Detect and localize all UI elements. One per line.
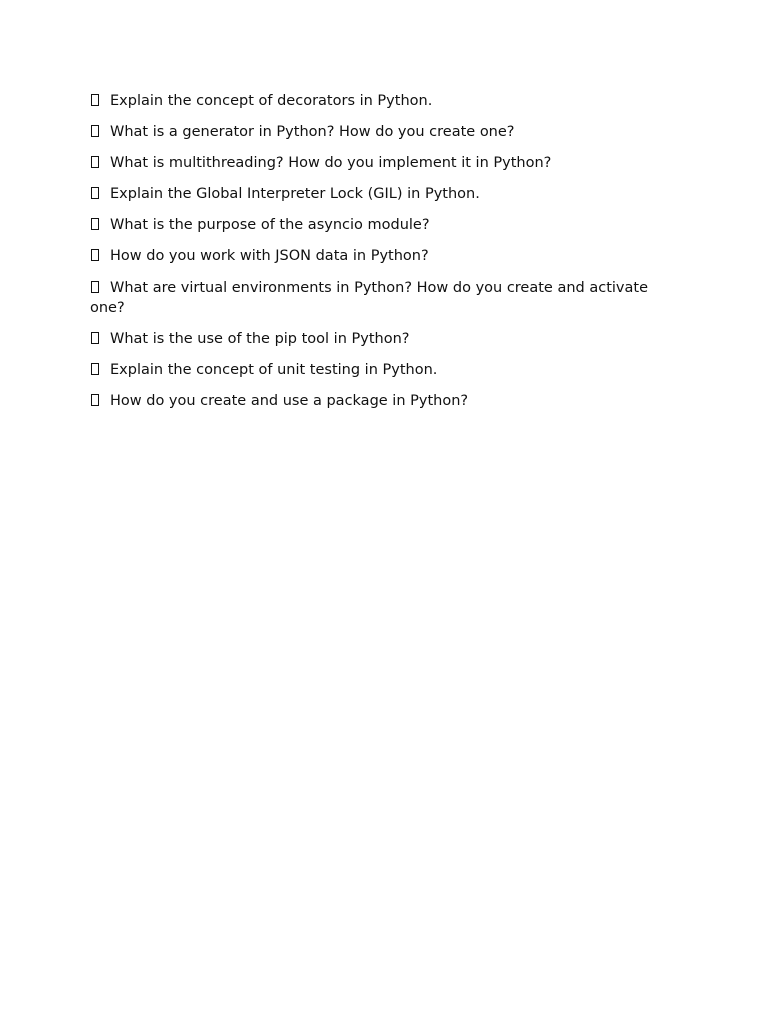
list-item bbox=[90, 278, 680, 319]
list-item bbox=[90, 153, 680, 174]
list-item bbox=[90, 122, 680, 143]
question-text: What is multithreading? How do you implement it in Python? bbox=[110, 155, 552, 172]
question-text: What is the purpose of the asyncio module? bbox=[110, 217, 430, 234]
list-item bbox=[90, 215, 680, 236]
question-list bbox=[90, 91, 680, 422]
missing-glyph-box-icon bbox=[91, 125, 99, 137]
missing-glyph-box-icon bbox=[91, 187, 99, 199]
list-item bbox=[90, 360, 680, 381]
missing-glyph-box-icon bbox=[91, 156, 99, 168]
list-item bbox=[90, 329, 680, 350]
question-text: What is the use of the pip tool in Python? bbox=[110, 331, 410, 348]
question-text: How do you work with JSON data in Python? bbox=[110, 248, 429, 265]
missing-glyph-box-icon bbox=[91, 94, 99, 106]
list-item bbox=[90, 391, 680, 412]
missing-glyph-box-icon bbox=[91, 218, 99, 230]
missing-glyph-box-icon bbox=[91, 332, 99, 344]
question-text: Explain the concept of decorators in Python. bbox=[110, 93, 433, 109]
question-text: What is a generator in Python? How do you create one? bbox=[110, 124, 515, 141]
list-item bbox=[90, 91, 680, 112]
missing-glyph-box-icon bbox=[91, 249, 99, 261]
list-item bbox=[90, 246, 680, 267]
question-text: What are virtual environments in Python? How do you create and activate one? bbox=[90, 279, 648, 317]
missing-glyph-box-icon bbox=[91, 281, 99, 293]
question-text: How do you create and use a package in Python? bbox=[110, 393, 469, 410]
question-text: Explain the Global Interpreter Lock (GIL) in Python. bbox=[110, 186, 480, 203]
missing-glyph-box-icon bbox=[91, 394, 99, 406]
question-text: Explain the concept of unit testing in Python. bbox=[110, 362, 438, 379]
missing-glyph-box-icon bbox=[91, 363, 99, 375]
list-item bbox=[90, 184, 680, 205]
